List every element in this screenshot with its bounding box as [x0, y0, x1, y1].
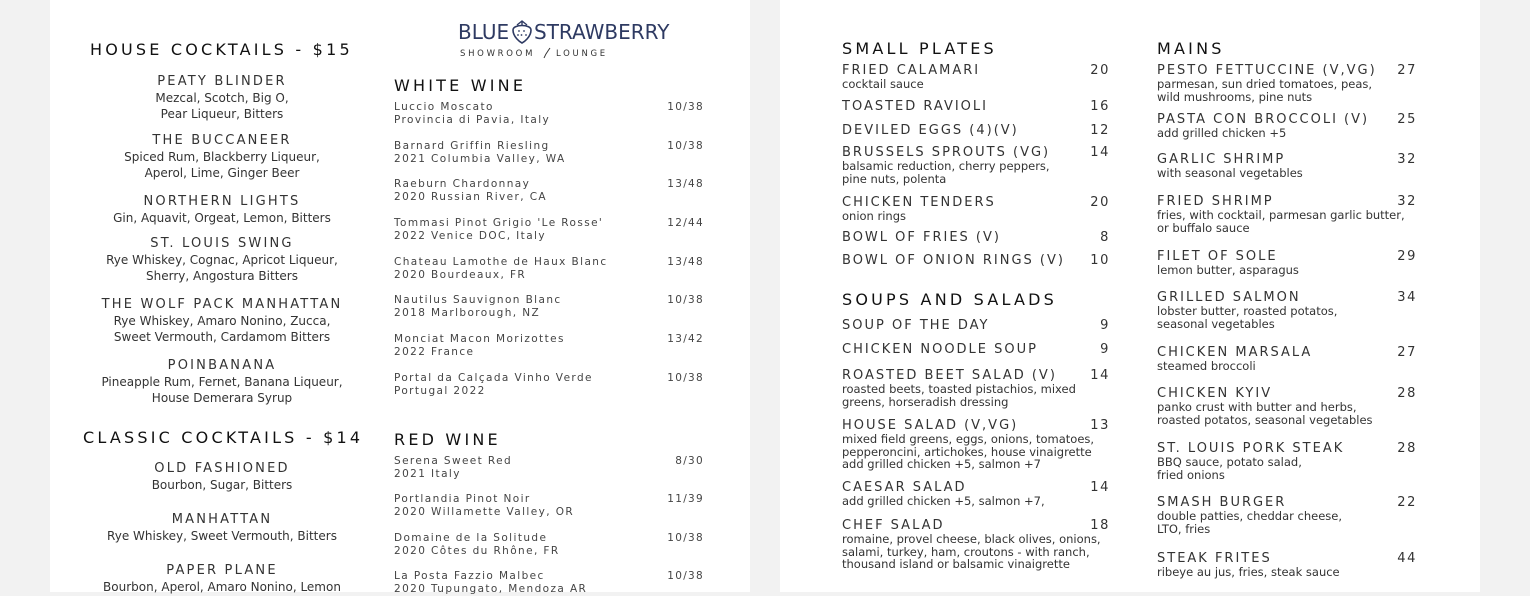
wine-item [394, 101, 704, 127]
item-price: 13 [1090, 418, 1110, 433]
cocktail-item [90, 563, 354, 595]
item-name: CHICKEN TENDERS [842, 195, 996, 210]
cocktail-desc: Pear Liqueur, Bitters [160, 107, 284, 121]
menu-item [842, 318, 1110, 333]
item-name: CHEF SALAD [842, 518, 945, 533]
wine-name: Nautilus Sauvignon Blanc [394, 294, 562, 306]
cocktail-desc: Sweet Vermouth, Cardamom Bitters [113, 330, 331, 344]
item-price: 25 [1397, 112, 1417, 127]
menu-item [1157, 495, 1417, 535]
wine-item [394, 217, 704, 243]
menu-item [1157, 249, 1417, 277]
wine-price: 13/48 [667, 256, 704, 268]
cocktail-name: NORTHERN LIGHTS [143, 194, 301, 209]
wine-origin: 2020 Tupungato, Mendoza AR [394, 583, 588, 595]
item-desc: romaine, provel cheese, black olives, onions, [842, 532, 1101, 546]
menu-item [842, 480, 1110, 508]
item-price: 9 [1100, 342, 1110, 357]
cocktail-name: PAPER PLANE [166, 563, 278, 578]
item-price: 34 [1397, 290, 1417, 305]
cocktail-item [90, 194, 354, 226]
menu-item [1157, 290, 1417, 330]
cocktail-item [90, 358, 354, 406]
wine-name: Portlandia Pinot Noir [394, 493, 531, 505]
strawberry-icon [513, 21, 531, 43]
mains-heading: MAINS [1157, 39, 1225, 58]
item-price: 29 [1397, 249, 1417, 264]
item-name: DEVILED EGGS (4)(V) [842, 123, 1019, 138]
wine-price: 13/42 [667, 333, 704, 345]
wine-name: Barnard Griffin Riesling [394, 140, 550, 152]
item-name: ROASTED BEET SALAD (V) [842, 368, 1057, 383]
cocktail-name: OLD FASHIONED [154, 461, 290, 476]
item-price: 44 [1397, 551, 1417, 566]
item-price: 27 [1397, 63, 1417, 78]
cocktail-item [90, 297, 354, 345]
logo-ampersand-mark [544, 48, 550, 58]
menu-item [842, 99, 1110, 114]
menu-item [1157, 345, 1417, 373]
item-desc: salami, turkey, ham, croutons - with ranch, [842, 544, 1090, 559]
classic-cocktails-heading: CLASSIC COCKTAILS - $14 [83, 428, 364, 447]
item-name: CHICKEN MARSALA [1157, 345, 1313, 360]
item-desc: lobster butter, roasted potatos, [1157, 304, 1338, 318]
item-price: 8 [1100, 230, 1110, 245]
item-name: PASTA CON BROCCOLI (V) [1157, 112, 1370, 127]
wine-item [394, 178, 704, 204]
white-wine-heading: WHITE WINE [394, 76, 527, 95]
cocktail-desc: Bourbon, Sugar, Bitters [151, 478, 293, 492]
wine-item [394, 372, 704, 398]
wine-origin: 2020 Côtes du Rhône, FR [394, 545, 560, 557]
wine-name: Tommasi Pinot Grigio 'Le Rosse' [394, 217, 604, 229]
item-desc: LTO, fries [1157, 521, 1211, 536]
item-name: CAESAR SALAD [842, 480, 967, 495]
item-name: HOUSE SALAD (V,VG) [842, 418, 1019, 433]
cocktail-desc: Spiced Rum, Blackberry Liqueur, [124, 150, 320, 164]
menu-item [842, 253, 1110, 268]
cocktail-desc: Mezcal, Scotch, Big O, [155, 91, 289, 105]
item-desc: panko crust with butter and herbs, [1157, 400, 1357, 414]
item-name: BOWL OF FRIES (V) [842, 230, 1001, 245]
item-desc: add grilled chicken +5, salmon +7 [842, 457, 1041, 471]
item-desc: steamed broccoli [1157, 359, 1256, 373]
item-price: 9 [1100, 318, 1110, 333]
wine-item [394, 455, 704, 481]
item-desc: ribeye au jus, fries, steak sauce [1157, 565, 1340, 579]
menu-item [1157, 152, 1417, 180]
cocktail-desc: Aperol, Lime, Ginger Beer [144, 166, 300, 180]
item-desc: seasonal vegetables [1157, 316, 1275, 331]
item-name: GRILLED SALMON [1157, 290, 1301, 305]
soups-salads-heading: SOUPS AND SALADS [842, 290, 1057, 309]
cocktail-item [90, 236, 354, 284]
small-plates-heading: SMALL PLATES [842, 39, 997, 58]
item-price: 20 [1090, 195, 1110, 210]
item-desc: add grilled chicken +5 [1157, 126, 1287, 140]
logo-word-strawberry: STRAWBERRY [534, 20, 670, 44]
brand-logo [458, 18, 670, 60]
item-desc: parmesan, sun dried tomatoes, peas, [1157, 77, 1373, 91]
item-price: 12 [1090, 123, 1110, 138]
wine-name: La Posta Fazzio Malbec [394, 570, 545, 582]
item-price: 28 [1397, 441, 1417, 456]
cocktail-desc: Pineapple Rum, Fernet, Banana Liqueur, [101, 375, 343, 389]
wine-price: 10/38 [667, 101, 704, 113]
menu-item [842, 63, 1110, 91]
item-price: 27 [1397, 345, 1417, 360]
item-desc: double patties, cheddar cheese, [1157, 509, 1342, 523]
item-price: 14 [1090, 480, 1110, 495]
menu-item [1157, 63, 1417, 103]
wine-name: Domaine de la Solitude [394, 532, 548, 544]
menu-item [842, 230, 1110, 245]
cocktail-name: MANHATTAN [171, 512, 273, 527]
menu-item [1157, 194, 1417, 234]
item-name: BOWL OF ONION RINGS (V) [842, 253, 1065, 268]
wine-price: 8/30 [675, 455, 704, 467]
cocktail-desc: House Demerara Syrup [151, 391, 293, 405]
wine-item [394, 532, 704, 558]
item-desc: cocktail sauce [842, 77, 924, 91]
item-name: ST. LOUIS PORK STEAK [1157, 441, 1345, 456]
wine-item [394, 256, 704, 282]
item-desc: greens, horseradish dressing [842, 394, 1009, 409]
item-desc: pine nuts, polenta [842, 171, 947, 186]
item-price: 28 [1397, 386, 1417, 401]
menu-page-food [780, 0, 1480, 592]
menu-item [842, 145, 1110, 185]
house-cocktails-heading: HOUSE COCKTAILS - $15 [90, 40, 353, 59]
wine-origin: 2020 Bourdeaux, FR [394, 269, 527, 281]
item-name: CHICKEN KYIV [1157, 386, 1273, 401]
wine-item [394, 493, 704, 519]
wine-origin: 2022 Venice DOC, Italy [394, 230, 546, 242]
item-desc: with seasonal vegetables [1157, 166, 1303, 180]
item-desc: mixed field greens, eggs, onions, tomatoes, [842, 432, 1095, 446]
cocktail-desc: Gin, Aquavit, Orgeat, Lemon, Bitters [113, 211, 331, 225]
cocktail-name: THE WOLF PACK MANHATTAN [101, 297, 343, 312]
cocktail-name: POINBANANA [167, 358, 277, 373]
wine-name: Raeburn Chardonnay [394, 178, 531, 190]
item-desc: lemon butter, asparagus [1157, 263, 1299, 277]
cocktail-desc: Rye Whiskey, Cognac, Apricot Liqueur, [106, 253, 338, 267]
wine-price: 13/48 [667, 178, 704, 190]
item-name: GARLIC SHRIMP [1157, 152, 1286, 167]
cocktail-desc: Bourbon, Aperol, Amaro Nonino, Lemon [103, 580, 341, 594]
item-name: CHICKEN NOODLE SOUP [842, 342, 1038, 357]
item-name: STEAK FRITES [1157, 551, 1272, 566]
cocktail-item [90, 512, 354, 544]
wine-origin: 2022 France [394, 346, 475, 358]
item-name: BRUSSELS SPROUTS (VG) [842, 145, 1051, 160]
item-name: PESTO FETTUCCINE (V,VG) [1157, 63, 1377, 78]
item-desc: roasted beets, toasted pistachios, mixed [842, 382, 1076, 396]
brand-logo-graphic [458, 18, 670, 60]
item-name: SMASH BURGER [1157, 495, 1287, 510]
cocktail-item [90, 74, 354, 122]
cocktail-item [90, 461, 354, 493]
wine-price: 10/38 [667, 294, 704, 306]
item-desc: roasted potatos, seasonal vegetables [1157, 412, 1373, 427]
item-desc: onion rings [842, 209, 907, 223]
item-desc: add grilled chicken +5, salmon +7, [842, 494, 1045, 508]
cocktail-name: PEATY BLINDER [157, 74, 287, 89]
wine-item [394, 570, 704, 596]
item-price: 18 [1090, 518, 1110, 533]
item-price: 32 [1397, 194, 1417, 209]
wine-origin: Provincia di Pavia, Italy [394, 114, 551, 126]
item-price: 14 [1090, 145, 1110, 160]
wine-item [394, 333, 704, 359]
wine-origin: 2018 Marlborough, NZ [394, 307, 541, 319]
item-desc: fries, with cocktail, parmesan garlic butter, [1157, 208, 1405, 222]
cocktail-name: THE BUCCANEER [152, 133, 292, 148]
item-name: FRIED SHRIMP [1157, 194, 1274, 209]
wine-name: Luccio Moscato [394, 101, 494, 113]
wine-origin: 2020 Willamette Valley, OR [394, 506, 575, 518]
menu-item [842, 518, 1110, 571]
item-desc: BBQ sauce, potato salad, [1157, 455, 1302, 469]
item-desc: pepperoncini, artichokes, house vinaigrette [842, 444, 1092, 459]
wine-price: 11/39 [667, 493, 704, 505]
wine-price: 10/38 [667, 140, 704, 152]
item-name: FRIED CALAMARI [842, 63, 981, 78]
wine-origin: Portugal 2022 [394, 385, 486, 397]
logo-word-blue: BLUE [458, 20, 510, 44]
cocktail-desc: Rye Whiskey, Sweet Vermouth, Bitters [107, 529, 337, 543]
menu-item [842, 418, 1110, 471]
item-desc: balsamic reduction, cherry peppers, [842, 159, 1050, 173]
menu-item [842, 195, 1110, 223]
menu-item [1157, 551, 1417, 579]
wine-price: 10/38 [667, 570, 704, 582]
wine-origin: 2020 Russian River, CA [394, 191, 548, 203]
cocktail-desc: Rye Whiskey, Amaro Nonino, Zucca, [113, 314, 331, 328]
item-desc: fried onions [1157, 467, 1225, 482]
wine-price: 10/38 [667, 532, 704, 544]
menu-item [842, 368, 1110, 408]
wine-price: 12/44 [667, 217, 704, 229]
item-price: 16 [1090, 99, 1110, 114]
wine-name: Chateau Lamothe de Haux Blanc [394, 256, 608, 268]
item-price: 20 [1090, 63, 1110, 78]
cocktail-name: ST. LOUIS SWING [150, 236, 294, 251]
item-price: 14 [1090, 368, 1110, 383]
cocktail-item [90, 133, 354, 181]
item-name: FILET OF SOLE [1157, 249, 1278, 264]
cocktail-desc: Sherry, Angostura Bitters [146, 269, 298, 283]
menu-item [1157, 112, 1417, 140]
wine-origin: 2021 Italy [394, 468, 461, 480]
item-name: SOUP OF THE DAY [842, 318, 990, 333]
menu-item [1157, 441, 1417, 481]
item-price: 10 [1090, 253, 1110, 268]
item-desc: wild mushrooms, pine nuts [1157, 89, 1313, 104]
item-desc: thousand island or balsamic vinaigrette [842, 557, 1070, 571]
menu-item [842, 123, 1110, 138]
wine-item [394, 140, 704, 166]
item-price: 22 [1397, 495, 1417, 510]
menu-item [842, 342, 1110, 357]
logo-subtitle-lounge: LOUNGE [556, 49, 608, 59]
logo-subtitle-showroom: SHOWROOM [460, 49, 536, 59]
menu-page-drinks [50, 0, 750, 595]
wine-name: Monciat Macon Morizottes [394, 333, 565, 345]
wine-name: Serena Sweet Red [394, 455, 513, 467]
item-price: 32 [1397, 152, 1417, 167]
item-desc: or buffalo sauce [1157, 220, 1250, 235]
wine-item [394, 294, 704, 320]
wine-name: Portal da Calçada Vinho Verde [394, 372, 593, 384]
red-wine-heading: RED WINE [394, 430, 501, 449]
wine-price: 10/38 [667, 372, 704, 384]
item-name: TOASTED RAVIOLI [842, 99, 988, 114]
wine-origin: 2021 Columbia Valley, WA [394, 153, 566, 165]
menu-item [1157, 386, 1417, 426]
